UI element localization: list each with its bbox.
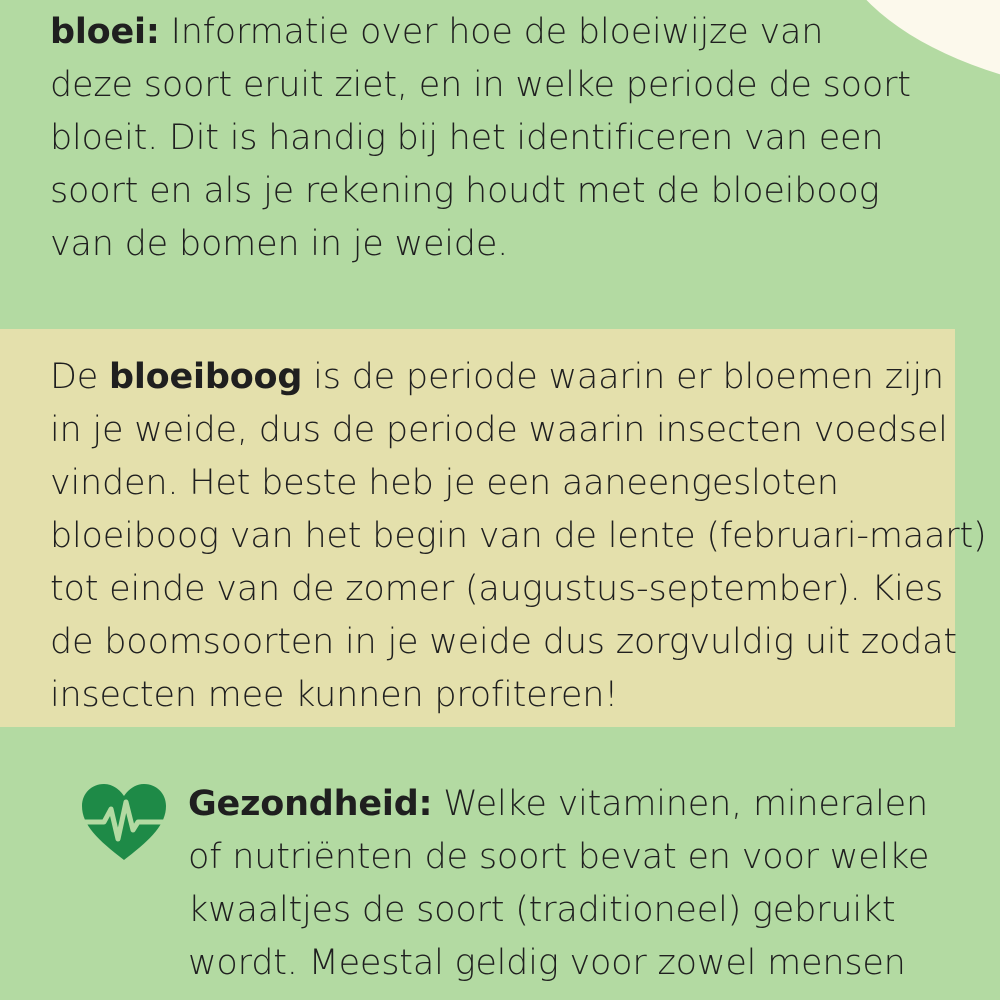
bloei-line-4: soort en als je rekening houdt met de bloeiboog [50, 171, 880, 211]
bloei-line-5: van de bomen in je weide. [50, 224, 509, 264]
bloeiboog-line-2: in je weide, dus de periode waarin insecten voedsel [50, 410, 948, 450]
bloei-description [50, 6, 911, 271]
bloeiboog-description [50, 351, 986, 722]
bloeiboog-line-4: bloeiboog van het begin van de lente (februari-maart) [50, 516, 987, 556]
gezondheid-line-4: wordt. Meestal geldig voor zowel mensen [188, 943, 906, 983]
bloeiboog-line-5: tot einde van de zomer (augustus-september). Kies [50, 569, 944, 609]
gezondheid-line-2: of nutriënten de soort bevat en voor welke [188, 837, 930, 877]
bloeiboog-line-1: is de periode waarin er bloemen zijn [302, 357, 944, 397]
gezondheid-term: Gezondheid: [188, 784, 433, 824]
gezondheid-line-3: kwaaltjes de soort (traditioneel) gebruikt [188, 890, 896, 930]
bloeiboog-lead: De [50, 357, 110, 397]
heart-pulse-icon [80, 782, 168, 862]
bloeiboog-line-6: de boomsoorten in je weide dus zorgvuldig uit zodat [50, 622, 957, 662]
bloeiboog-info-box [0, 329, 987, 727]
bloei-line-3: bloeit. Dit is handig bij het identificeren van een [50, 118, 884, 158]
gezondheid-description [188, 778, 929, 990]
gezondheid-line-1: Welke vitaminen, mineralen [432, 784, 928, 824]
bloei-line-2: deze soort eruit ziet, en in welke periode de soort [50, 65, 911, 105]
bloei-term: bloei: [50, 12, 160, 52]
bloei-line-1: Informatie over hoe de bloeiwijze van [159, 12, 824, 52]
bloeiboog-term: bloeiboog [109, 357, 303, 397]
bloeiboog-line-3: vinden. Het beste heb je een aaneengesloten [50, 463, 839, 503]
bloeiboog-line-7: insecten mee kunnen profiteren! [50, 675, 619, 715]
